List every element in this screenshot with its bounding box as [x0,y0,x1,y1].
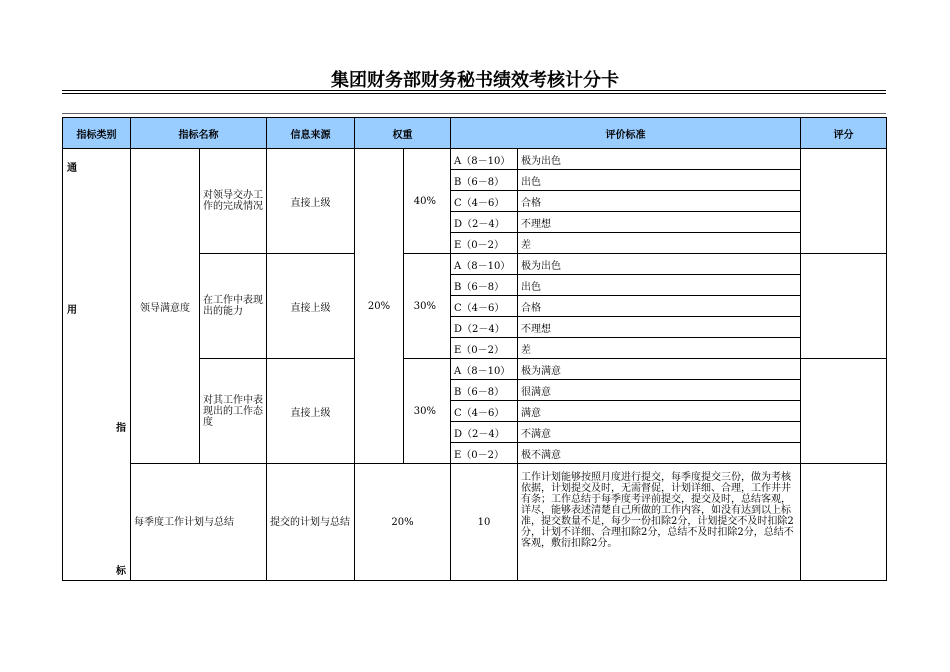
category-char: 标 [116,566,126,577]
page-title: 集团财务部财务秘书绩效考核计分卡 [331,70,619,91]
grade-range: A（8－10） [451,359,518,380]
grade-desc: 极为满意 [518,359,801,380]
header-name: 指标名称 [131,118,267,149]
score-cell[interactable] [801,149,887,254]
grade-range: D（2－4） [451,212,518,233]
grade-range: E（0－2） [451,233,518,254]
grade-range: D（2－4） [451,317,518,338]
grade-range: E（0－2） [451,443,518,464]
grade-desc: 差 [518,233,801,254]
category-char: 指 [116,423,126,434]
grade-desc: 很满意 [518,380,801,401]
table-row [63,464,887,581]
category-char: 用 [67,305,77,316]
header-source: 信息来源 [267,118,355,149]
header-row [63,118,887,149]
grade-range: D（2－4） [451,422,518,443]
item-name: 对领导交办工作的完成情况 [200,149,267,254]
score-cell[interactable] [801,254,887,359]
group1-weight: 20% [355,149,404,464]
table-top-rule [62,113,886,114]
category-cell [63,149,131,581]
score-cell[interactable] [801,464,887,581]
item-weight: 30% [404,254,451,359]
group2-points: 10 [451,464,518,581]
header-weight: 权重 [355,118,451,149]
grade-desc: 出色 [518,170,801,191]
grade-range: A（8－10） [451,254,518,275]
grade-range: B（6－8） [451,170,518,191]
item-source: 直接上级 [267,359,355,464]
grade-desc: 差 [518,338,801,359]
item-name: 在工作中表现出的能力 [200,254,267,359]
table-row [63,149,887,170]
grade-desc: 极为出色 [518,149,801,170]
grade-desc: 不满意 [518,422,801,443]
item-weight: 30% [404,359,451,464]
grade-range: A（8－10） [451,149,518,170]
group2-name: 每季度工作计划与总结 [131,464,267,581]
grade-range: C（4－6） [451,191,518,212]
grade-range: B（6－8） [451,275,518,296]
item-name: 对其工作中表现出的工作态度 [200,359,267,464]
title-rule-bottom [62,93,886,94]
grade-desc: 极不满意 [518,443,801,464]
item-source: 直接上级 [267,149,355,254]
group2-weight: 20% [355,464,451,581]
grade-desc: 合格 [518,191,801,212]
group2-criteria: 工作计划能够按照月度进行提交，每季度提交三份，做为考核依据，计划提交及时，无需督促，计划详细、合理，工作井井有条；工作总结于每季度考评前提交，提交及时，总结客观，详尽，能够表述清楚自己所做的工作内容，如没有达到以上标准，提交数量不足，每少一份扣除2分，计划提交不及时扣除2分，计划不详细、合理扣除2分，总结不及时扣除2分，总结不客观，敷衍扣除2分。 [518,464,801,581]
group1-name: 领导满意度 [131,149,200,464]
grade-desc: 不理想 [518,317,801,338]
header-score: 评分 [801,118,887,149]
scorecard-table [62,117,887,581]
grade-desc: 极为出色 [518,254,801,275]
grade-desc: 满意 [518,401,801,422]
grade-range: E（0－2） [451,338,518,359]
title-rule-top [62,90,886,91]
grade-desc: 出色 [518,275,801,296]
header-category: 指标类别 [63,118,131,149]
grade-desc: 不理想 [518,212,801,233]
item-source: 直接上级 [267,254,355,359]
grade-range: B（6－8） [451,380,518,401]
item-weight: 40% [404,149,451,254]
header-criteria: 评价标准 [451,118,801,149]
grade-range: C（4－6） [451,296,518,317]
grade-desc: 合格 [518,296,801,317]
group2-source: 提交的计划与总结 [267,464,355,581]
grade-range: C（4－6） [451,401,518,422]
category-char: 通 [67,163,77,174]
score-cell[interactable] [801,359,887,464]
